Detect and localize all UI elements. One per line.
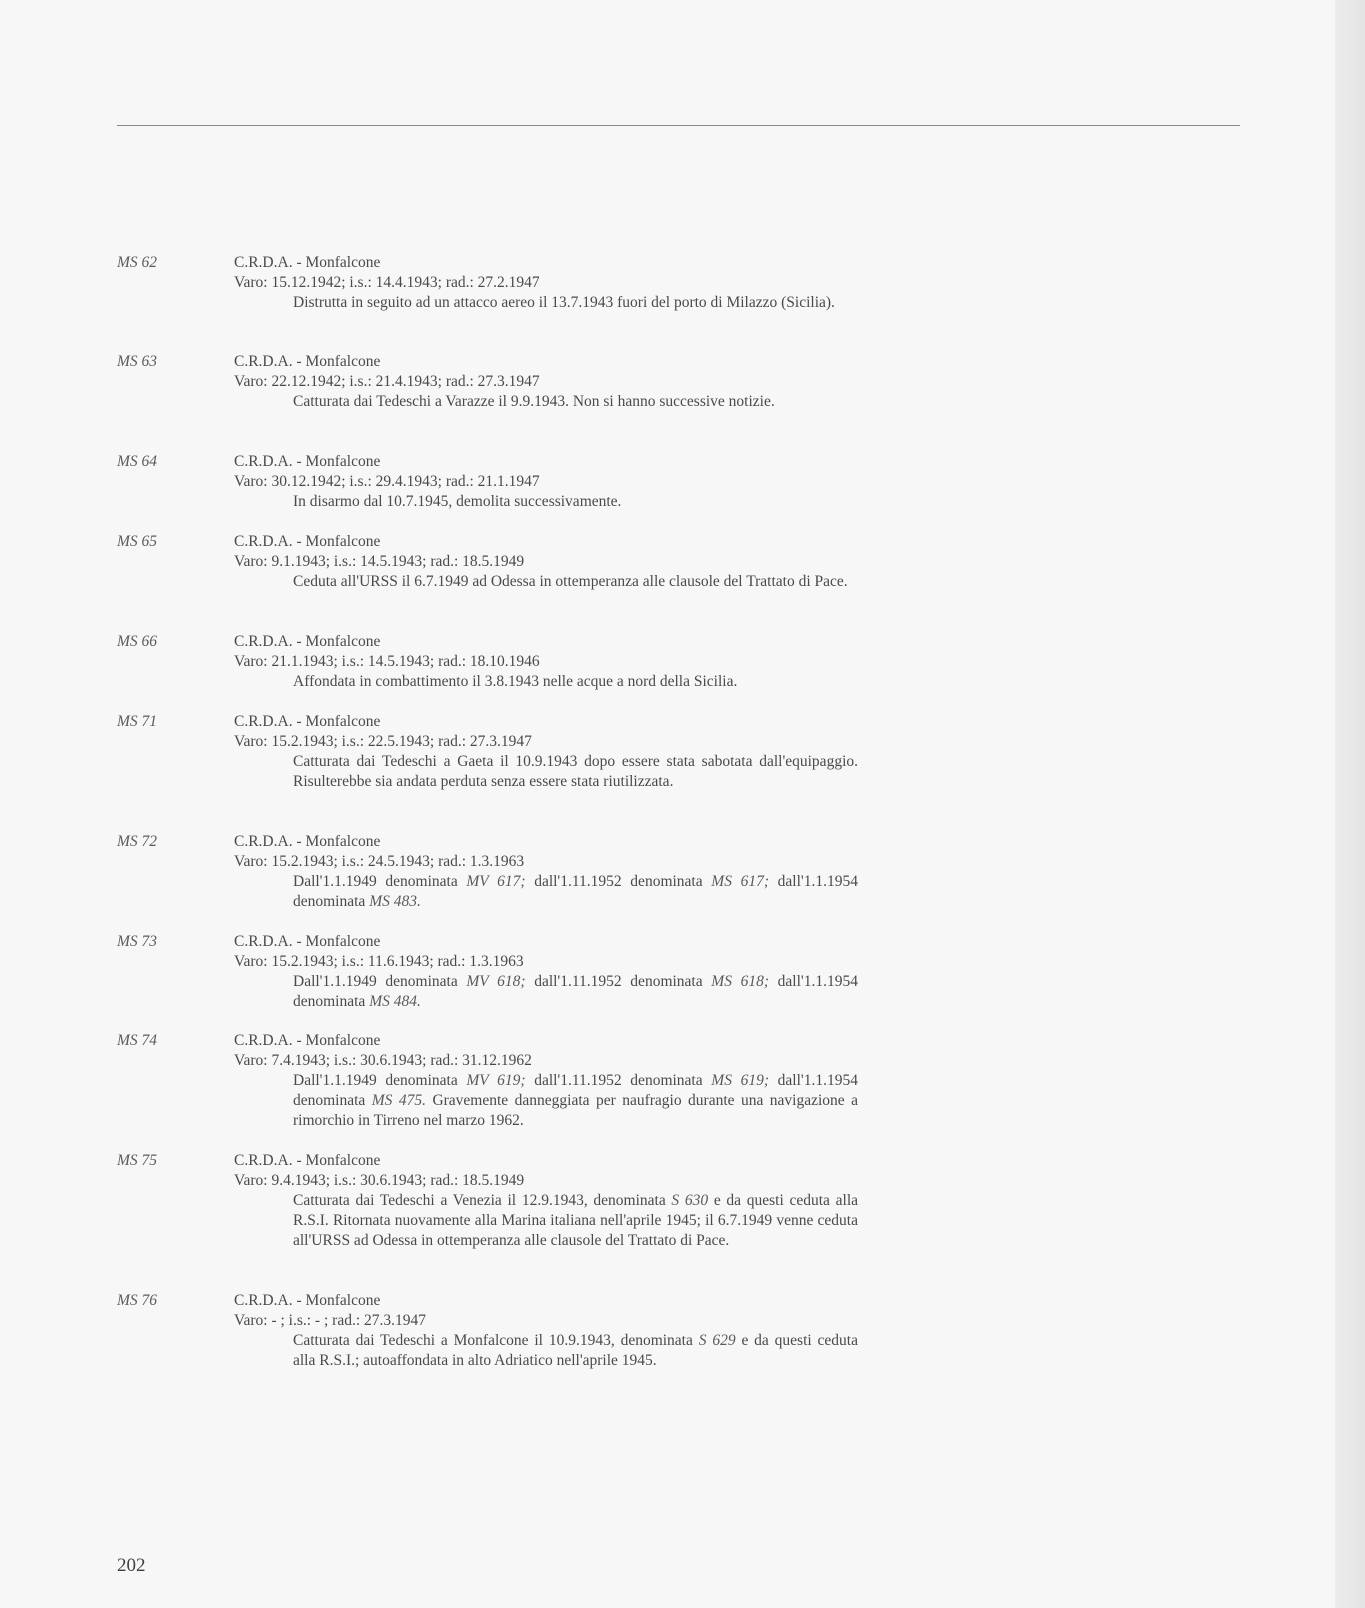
note-text: dall'1.1.1954 denominata	[293, 1072, 858, 1109]
entry-note	[293, 752, 858, 792]
entry-note	[293, 972, 858, 1012]
vessel-designation: MS 619;	[711, 1072, 770, 1089]
entry-dates: Varo: 9.1.1943; i.s.: 14.5.1943; rad.: 18.5.1949	[234, 553, 525, 570]
entry-builder: C.R.D.A. - Monfalcone	[234, 1152, 381, 1169]
entry-builder: C.R.D.A. - Monfalcone	[234, 1292, 381, 1309]
vessel-designation: MV 617;	[466, 873, 526, 890]
entry-note	[293, 1071, 858, 1131]
vessel-designation: S 630	[671, 1192, 709, 1209]
note-text: e da questi ceduta alla R.S.I. Ritornata nuovamente alla Marina italiana nell'aprile 1945; il 6.7.1949 venne ceduta all'URSS ad Odessa in ottemperanza alle clausole del Trattato di Pace.	[293, 1192, 859, 1249]
note-text: dall'1.1.1954 denominata	[293, 973, 858, 1010]
entry-builder: C.R.D.A. - Monfalcone	[234, 453, 381, 470]
note-text: Catturata dai Tedeschi a Gaeta il 10.9.1943 dopo essere stata sabotata dall'equipaggio. Risulterebbe sia andata perduta senza essere stata riutilizzata.	[293, 753, 858, 790]
note-text: Dall'1.1.1949 denominata	[293, 873, 467, 890]
header-rule	[117, 125, 1240, 126]
note-text: Catturata dai Tedeschi a Varazze il 9.9.1943. Non si hanno successive notizie.	[293, 393, 775, 410]
entry-builder: C.R.D.A. - Monfalcone	[234, 533, 381, 550]
note-text: Dall'1.1.1949 denominata	[293, 1072, 467, 1089]
entry-dates: Varo: - ; i.s.: - ; rad.: 27.3.1947	[234, 1312, 427, 1329]
entry-dates: Varo: 15.12.1942; i.s.: 14.4.1943; rad.: 27.2.1947	[234, 274, 540, 291]
note-text: dall'1.11.1952 denominata	[525, 973, 712, 990]
entry-note	[293, 293, 858, 313]
entry-builder: C.R.D.A. - Monfalcone	[234, 254, 381, 271]
entry-note	[293, 1191, 858, 1251]
entry-dates: Varo: 9.4.1943; i.s.: 30.6.1943; rad.: 18.5.1949	[234, 1172, 525, 1189]
note-text: Distrutta in seguito ad un attacco aereo il 13.7.1943 fuori del porto di Milazzo (Sicilia).	[293, 294, 835, 311]
entry-dates: Varo: 22.12.1942; i.s.: 21.4.1943; rad.: 27.3.1947	[234, 373, 540, 390]
vessel-designation: MS 618;	[711, 973, 770, 990]
note-text: Gravemente danneggiata per naufragio durante una navigazione a rimorchio in Tirreno nel marzo 1962.	[293, 1092, 858, 1129]
entry-code: MS 64	[117, 453, 158, 470]
vessel-designation: MS 483.	[369, 893, 421, 910]
entry-dates: Varo: 21.1.1943; i.s.: 14.5.1943; rad.: 18.10.1946	[234, 653, 540, 670]
page-number: 202	[117, 1555, 146, 1576]
note-text: dall'1.1.1954 denominata	[293, 873, 858, 910]
note-text: Ceduta all'URSS il 6.7.1949 ad Odessa in ottemperanza alle clausole del Trattato di Pace.	[293, 573, 848, 590]
entry-code: MS 72	[117, 833, 158, 850]
entry-builder: C.R.D.A. - Monfalcone	[234, 1032, 381, 1049]
entry-note	[293, 392, 858, 412]
note-text: dall'1.11.1952 denominata	[525, 1072, 712, 1089]
entry-code: MS 65	[117, 533, 158, 550]
entry-code: MS 76	[117, 1292, 158, 1309]
entry-builder: C.R.D.A. - Monfalcone	[234, 713, 381, 730]
entry-dates: Varo: 15.2.1943; i.s.: 11.6.1943; rad.: 1.3.1963	[234, 953, 524, 970]
entry-builder: C.R.D.A. - Monfalcone	[234, 353, 381, 370]
vessel-designation: MV 619;	[466, 1072, 526, 1089]
entry-note	[293, 572, 858, 592]
note-text: dall'1.11.1952 denominata	[525, 873, 712, 890]
entry-builder: C.R.D.A. - Monfalcone	[234, 933, 381, 950]
entry-code: MS 62	[117, 254, 158, 271]
entry-note	[293, 872, 858, 912]
entry-dates: Varo: 15.2.1943; i.s.: 24.5.1943; rad.: 1.3.1963	[234, 853, 525, 870]
entry-dates: Varo: 7.4.1943; i.s.: 30.6.1943; rad.: 31.12.1962	[234, 1052, 532, 1069]
entry-note	[293, 1331, 858, 1371]
vessel-designation: MS 475.	[371, 1092, 426, 1109]
entry-code: MS 66	[117, 633, 158, 650]
entry-note	[293, 672, 858, 692]
entry-code: MS 75	[117, 1152, 158, 1169]
entry-code: MS 63	[117, 353, 158, 370]
entry-dates: Varo: 15.2.1943; i.s.: 22.5.1943; rad.: 27.3.1947	[234, 733, 532, 750]
page-edge	[1335, 0, 1365, 1608]
vessel-designation: MS 484.	[369, 993, 421, 1010]
entry-builder: C.R.D.A. - Monfalcone	[234, 833, 381, 850]
entry-code: MS 74	[117, 1032, 158, 1049]
entry-code: MS 71	[117, 713, 158, 730]
note-text: Dall'1.1.1949 denominata	[293, 973, 467, 990]
vessel-designation: MS 617;	[711, 873, 770, 890]
note-text: Affondata in combattimento il 3.8.1943 nelle acque a nord della Sicilia.	[293, 673, 738, 690]
vessel-designation: S 629	[698, 1332, 736, 1349]
entry-dates: Varo: 30.12.1942; i.s.: 29.4.1943; rad.: 21.1.1947	[234, 473, 540, 490]
note-text: Catturata dai Tedeschi a Venezia il 12.9.1943, denominata	[293, 1192, 672, 1209]
note-text: e da questi ceduta alla R.S.I.; autoaffondata in alto Adriatico nell'aprile 1945.	[293, 1332, 858, 1369]
entry-note	[293, 492, 858, 512]
entry-builder: C.R.D.A. - Monfalcone	[234, 633, 381, 650]
note-text: Catturata dai Tedeschi a Monfalcone il 10.9.1943, denominata	[293, 1332, 699, 1349]
entry-code: MS 73	[117, 933, 158, 950]
note-text: In disarmo dal 10.7.1945, demolita successivamente.	[293, 493, 622, 510]
vessel-designation: MV 618;	[466, 973, 526, 990]
